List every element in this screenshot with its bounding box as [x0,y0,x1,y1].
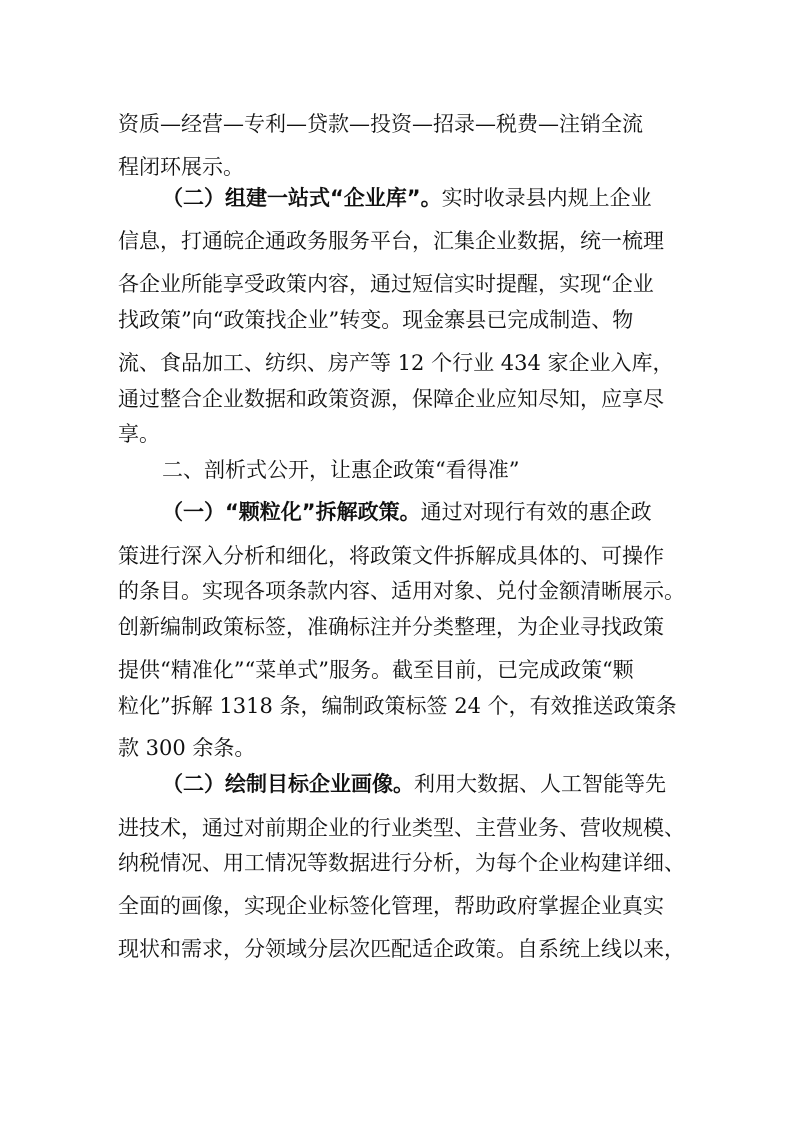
text-line [118,419,160,449]
line-text: 通过整合企业数据和政策资源，保障企业应知尽知，应享尽 [118,387,664,411]
text-line [118,576,685,606]
line-text: 利用大数据、人工智能等先 [414,772,666,796]
line-text: 各企业所能享受政策内容，通过短信实时提醒，实现“企业 [118,272,654,296]
line-text: 通过对现行有效的惠企政 [420,500,652,524]
section-lead: （一）“颗粒化”拆解政策。 [162,500,421,524]
text-line [118,733,255,763]
text-line [162,497,652,527]
text-line [118,848,685,878]
line-text: 全面的画像，实现企业标签化管理，帮助政府掌握企业真实 [118,894,664,918]
text-line [118,655,634,685]
text-line [118,152,244,182]
text-line [162,183,652,213]
text-line [118,348,674,378]
section-lead: （二）绘制目标企业画像。 [162,772,414,796]
line-text: 享。 [118,422,160,446]
line-text: 信息，打通皖企通政务服务平台，汇集企业数据，统一梳理 [118,229,664,253]
line-text: 现状和需求，分领域分层次匹配适企政策。自系统上线以来， [118,937,685,961]
line-text: 款 300 余条。 [118,736,256,760]
text-line [118,934,685,964]
line-text: 进技术，通过对前期企业的行业类型、主营业务、营收规模、 [118,816,685,840]
text-line [118,891,664,921]
section-lead: （二）组建一站式“企业库”。 [162,186,442,210]
line-text: 提供“精准化”“菜单式”服务。截至目前，已完成政策“颗 [118,658,634,682]
text-line [118,612,664,642]
line-text: 流、食品加工、纺织、房产等 12 个行业 434 家企业入库， [118,351,674,375]
text-line [162,769,666,799]
text-line [118,269,654,299]
line-text: 找政策”向“政策找企业”转变。现金寨县已完成制造、物 [118,308,634,332]
text-line [118,109,643,139]
text-line [118,813,685,843]
line-text: 纳税情况、用工情况等数据进行分析，为每个企业构建详细、 [118,851,685,875]
line-text: 实时收录县内规上企业 [441,186,652,210]
line-text: 策进行深入分析和细化，将政策文件拆解成具体的、可操作 [118,544,664,568]
line-text: 的条目。实现各项条款内容、适用对象、兑付金额清晰展示。 [118,579,685,603]
text-line [118,541,664,571]
line-text: 资质—经营—专利—贷款—投资—招录—税费—注销全流 [118,112,643,136]
line-text: 粒化”拆解 1318 条，编制政策标签 24 个，有效推送政策条 [118,694,677,718]
heading-text: 二、剖析式公开，让惠企政策“看得准” [162,458,520,482]
section-heading [162,455,519,485]
line-text: 程闭环展示。 [118,155,244,179]
text-line [118,226,664,256]
text-line [118,691,677,721]
text-line [118,305,633,335]
line-text: 创新编制政策标签，准确标注并分类整理，为企业寻找政策 [118,615,664,639]
text-line [118,384,664,414]
